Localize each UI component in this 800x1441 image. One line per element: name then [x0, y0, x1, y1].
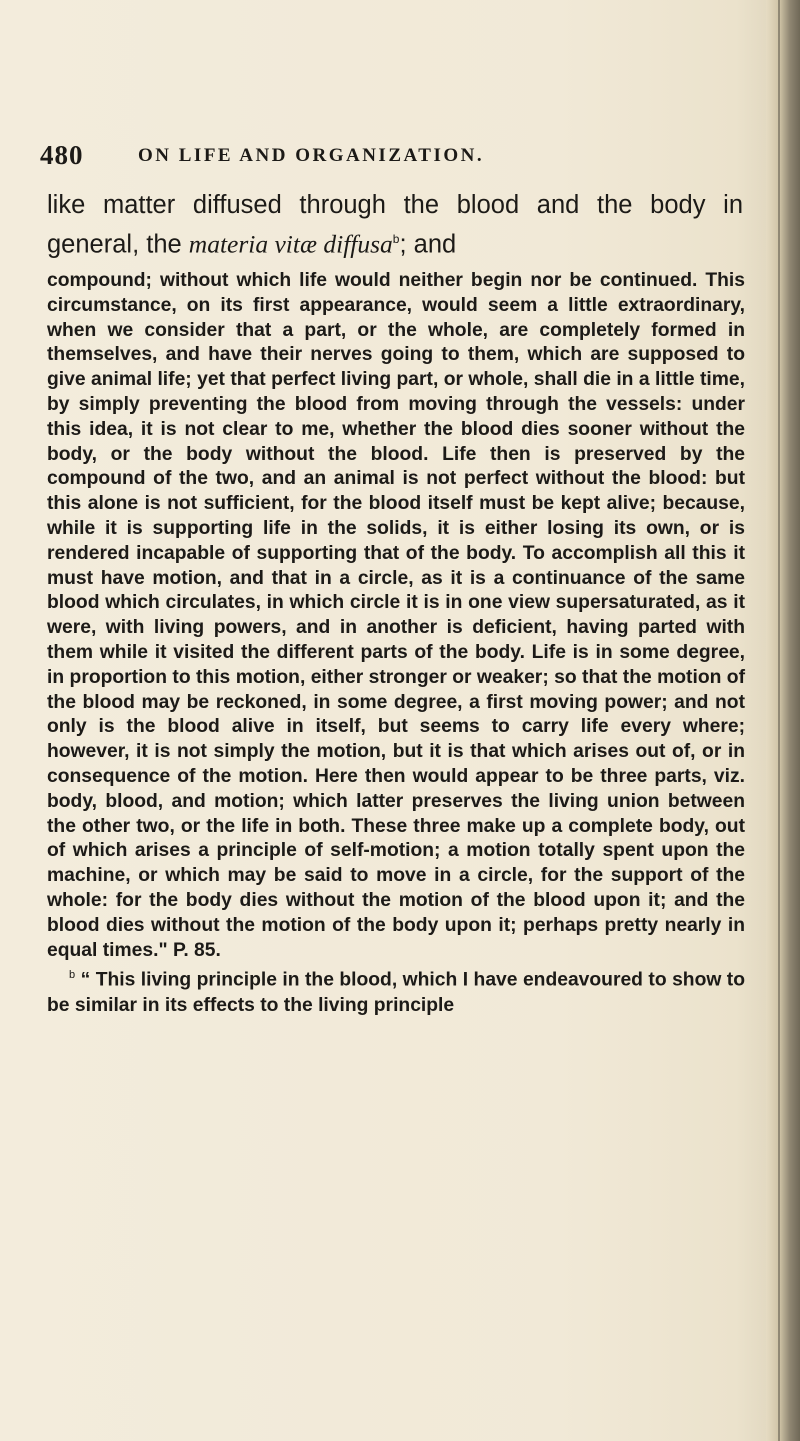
footnote-continuation: compound; without which life would neither begin nor be continued. This circumstance, on its first appearance, would seem a little extraordinary, when we consider that a part, or the whole, are completely formed in themselves, and have their nerves going to them, which are supposed to give animal life; yet that perfect living part, or whole, shall die in a little time, by simply preventing the blood from moving through the vessels: under this idea, it is not clear to me, whether the blood dies sooner without the body, or the body without the blood. Life then is preserved by the compound of the two, and an animal is not perfect without the blood: but this alone is not sufficient, for the blood itself must be kept alive; because, while it is supporting life in the solids, it is either losing its own, or is rendered incapable of supporting that of the body. To accomplish all this it must have motion, and that in a circle, as it is a continuance of the same blood which circulates, in which circle it is in one view supersaturated, as it were, with living powers, and in another is deficient, having parted with them while it visited the different parts of the body. Life is in some degree, in proportion to this motion, either stronger or weaker; so that the motion of the blood may be reckoned, in some degree, a first moving power; and not only is the blood alive in itself, but seems to carry life every where; however, it is not simply the motion, but it is that which arises out of, or in consequence of the motion. Here then would appear to be three parts, viz. body, blood, and motion; which latter preserves the living union between the other two, or the life in both. These three make up a complete body, out of which arises a principle of self-motion; a motion totally spent upon the machine, or which may be said to move in a circle, for the support of the whole: for the body dies without the motion of the blood upon it; and the blood dies without the motion of the body upon it; perhaps pretty nearly in equal times." P. 85. [47, 270, 745, 961]
footnote-block [47, 269, 745, 1018]
binding-line [778, 0, 780, 1441]
footnote-b [47, 963, 745, 1018]
running-title: ON LIFE AND ORGANIZATION. [138, 145, 485, 166]
footnote-b-text: “ This living principle in the blood, which I have endeavoured to show to be similar in its effects to the living principle [47, 969, 746, 1016]
main-text-start: like matter diffused through the blood and the body in general, the [47, 191, 743, 259]
footnote-marker: b [392, 232, 400, 246]
page-edge-shadow [766, 0, 800, 1441]
main-text-paragraph [47, 188, 743, 262]
latin-phrase: materia vitæ diffusa [188, 229, 393, 259]
page-number: 480 [40, 140, 84, 170]
page-header [40, 140, 740, 180]
footnote-b-marker: b [69, 969, 76, 982]
main-text-end: ; and [399, 230, 457, 259]
